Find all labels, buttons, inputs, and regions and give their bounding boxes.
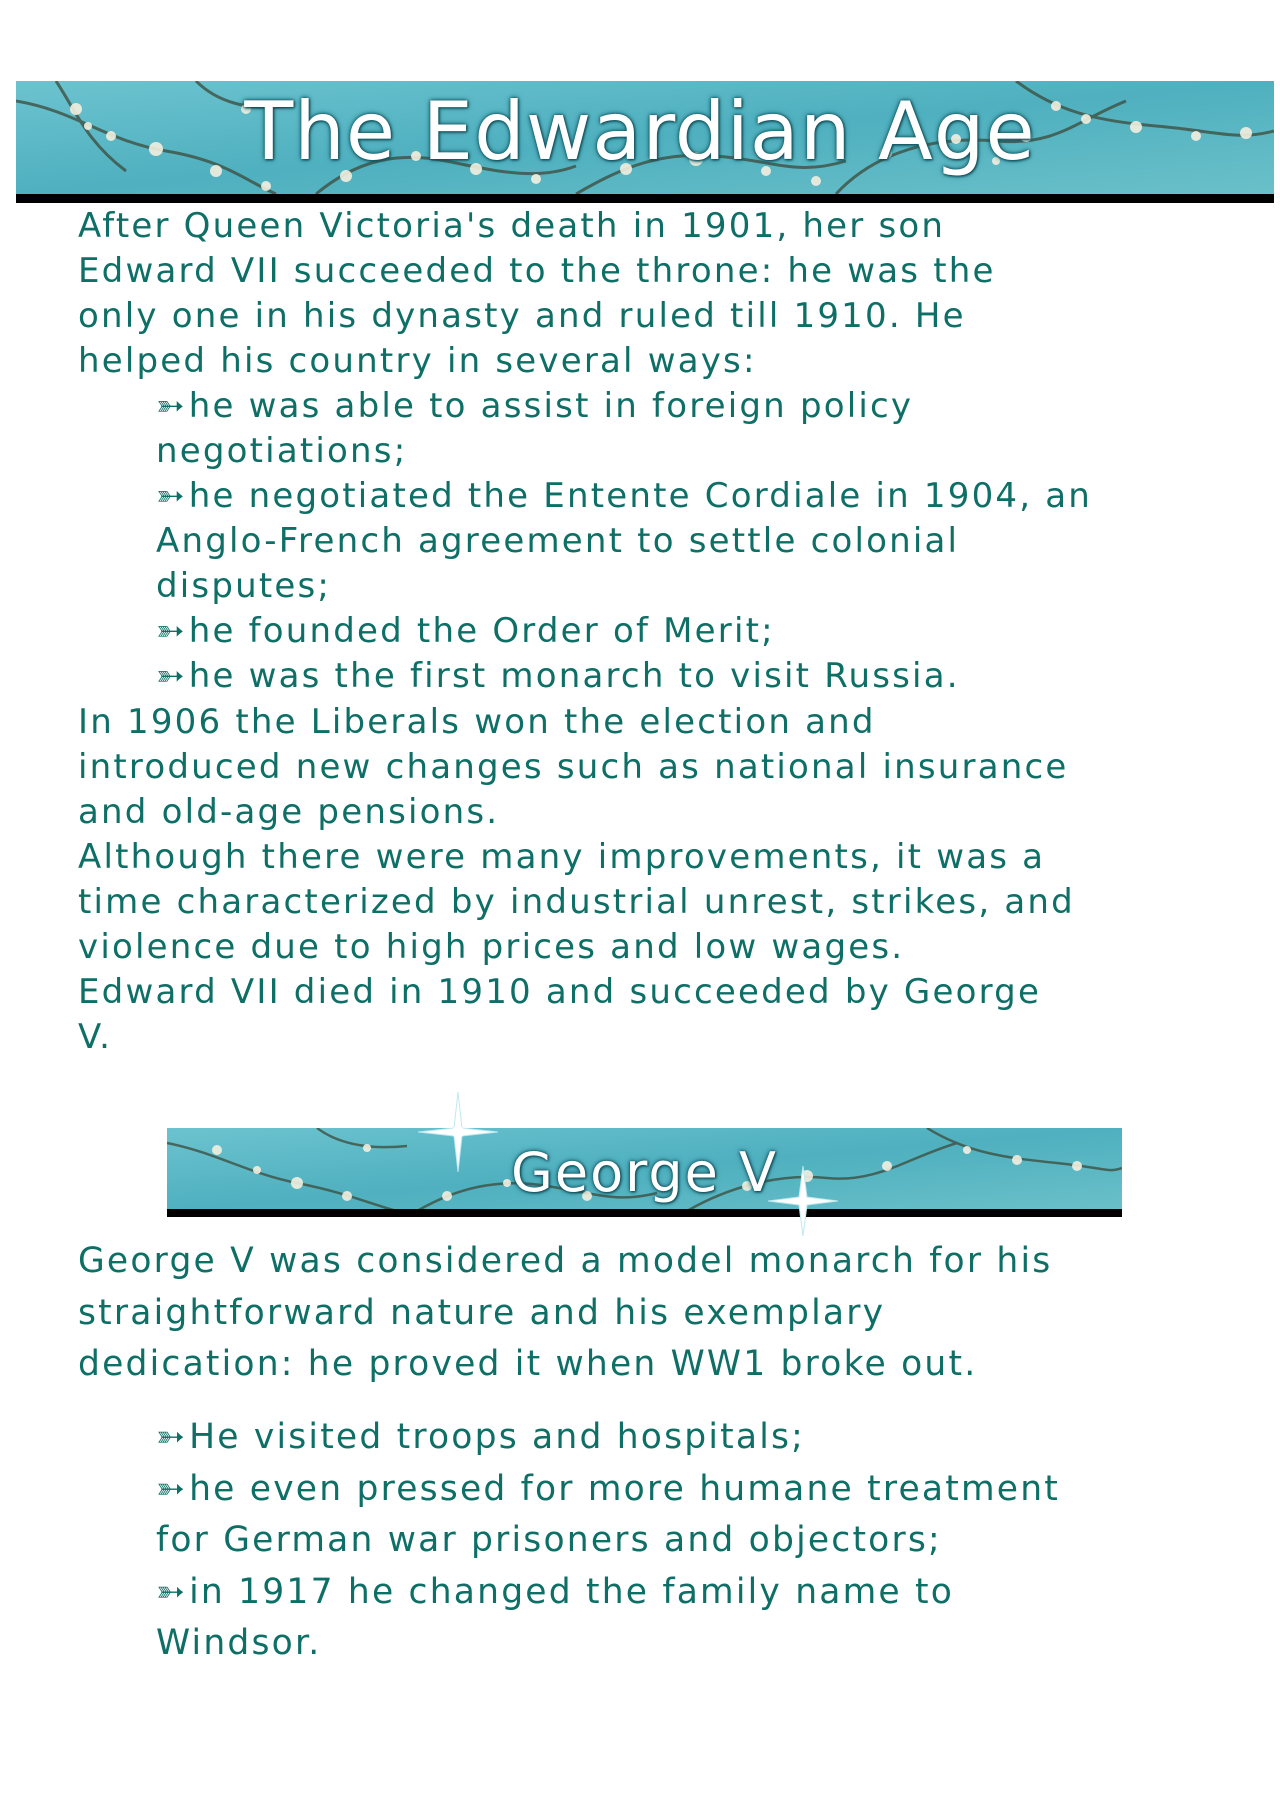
text-line: introduced new changes such as national insurance: [78, 747, 1069, 787]
arrow-bullet-icon: ➳: [156, 1571, 188, 1612]
list-item: [156, 1515, 1060, 1567]
banner-underline: [167, 1209, 1122, 1217]
list-item: [156, 429, 1092, 474]
arrow-bullet-icon: ➳: [156, 1468, 188, 1509]
list-item-text: he founded the Order of Merit;: [188, 611, 775, 651]
list-item-text: he was the first monarch to visit Russia.: [188, 656, 960, 696]
text-line: Although there were many improvements, it was a: [78, 837, 1046, 877]
list-item: [156, 1464, 1060, 1516]
banner-underline: [16, 194, 1274, 203]
list-item-text: Windsor.: [156, 1623, 322, 1663]
arrow-bullet-icon: ➳: [156, 611, 187, 651]
closing-paragraphs: [78, 700, 1075, 1060]
text-line: V.: [78, 1017, 113, 1057]
list-item-text: disputes;: [156, 566, 332, 606]
text-line: and old-age pensions.: [78, 792, 500, 832]
sparkle-star-icon: [768, 1166, 838, 1236]
page-title: The Edwardian Age: [244, 85, 1036, 178]
text-line: dedication: he proved it when WW1 broke out.: [78, 1344, 978, 1384]
list-item-text: in 1917 he changed the family name to: [189, 1571, 955, 1612]
list-item-text: he was able to assist in foreign policy: [188, 386, 914, 426]
text-line: After Queen Victoria's death in 1901, her son: [78, 206, 946, 246]
arrow-bullet-icon: ➳: [156, 656, 187, 696]
list-item: [156, 384, 1092, 429]
list-item: [156, 564, 1092, 609]
text-line: In 1906 the Liberals won the election and: [78, 702, 876, 742]
section-title: George V: [511, 1141, 778, 1204]
list-item: [156, 519, 1092, 564]
achievements-list: [156, 384, 1092, 699]
list-item-text: negotiations;: [156, 431, 408, 471]
text-line: helped his country in several ways:: [78, 341, 757, 381]
list-item-text: Anglo-French agreement to settle colonial: [156, 521, 960, 561]
text-line: only one in his dynasty and ruled till 1910. He: [78, 296, 966, 336]
list-item-text: he negotiated the Entente Cordiale in 1904, an: [188, 476, 1093, 516]
george-intro-paragraph: [78, 1236, 1052, 1391]
list-item: [156, 474, 1092, 519]
text-line: Edward VII died in 1910 and succeeded by George: [78, 972, 1042, 1012]
sparkle-star-icon: [418, 1092, 498, 1172]
list-item: [156, 1567, 1060, 1619]
george-actions-list: [156, 1412, 1060, 1670]
list-item-text: for German war prisoners and objectors;: [156, 1520, 942, 1560]
list-item-text: he even pressed for more humane treatment: [189, 1468, 1061, 1509]
text-line: Edward VII succeeded to the throne: he was the: [78, 251, 996, 291]
arrow-bullet-icon: ➳: [156, 1417, 188, 1457]
text-line: George V was considered a model monarch for his: [78, 1241, 1053, 1281]
arrow-bullet-icon: ➳: [156, 476, 187, 516]
arrow-bullet-icon: ➳: [156, 386, 187, 426]
intro-paragraph: [78, 204, 996, 384]
list-item: [156, 1618, 1060, 1670]
list-item-text: He visited troops and hospitals;: [189, 1417, 805, 1457]
list-item: [156, 1412, 1060, 1464]
list-item: [156, 609, 1092, 654]
text-line: violence due to high prices and low wages.: [78, 927, 905, 967]
text-line: time characterized by industrial unrest, strikes, and: [78, 882, 1075, 922]
text-line: straightforward nature and his exemplary: [78, 1292, 886, 1333]
list-item: [156, 654, 1092, 699]
